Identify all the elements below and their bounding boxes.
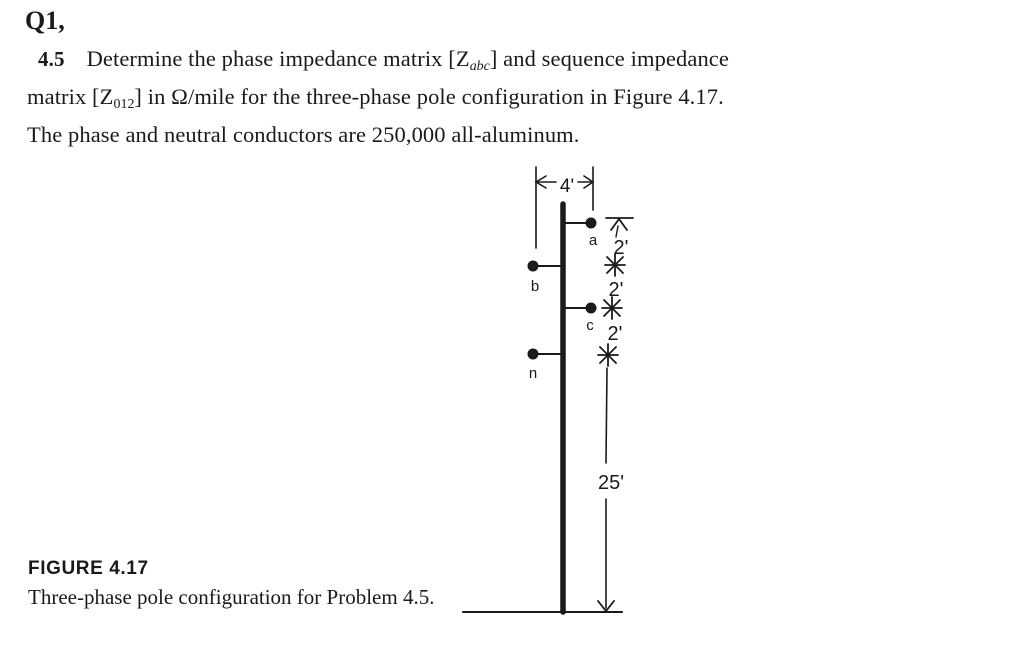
spacing-b-c-label: 2' (608, 279, 624, 301)
question-label: Q1, (25, 6, 65, 35)
top-width-label: 4' (559, 176, 575, 197)
right-dimension (598, 218, 633, 611)
conductor-n-dot (528, 349, 539, 360)
dim-top-up-arrow (611, 219, 627, 230)
conductor-b-label: b (530, 278, 540, 295)
problem-line: 4.5 Determine the phase impedance matrix [Zabc] and sequence impedance (38, 46, 729, 74)
conductor-b (528, 261, 563, 296)
conductor-a (564, 218, 598, 250)
conductor-c-dot (586, 303, 597, 314)
conductor-c (564, 303, 597, 335)
conductor-n (528, 349, 563, 383)
problem-lines (27, 44, 872, 150)
figure-caption-text: Three-phase pole configuration for Problem 4.5. (28, 585, 435, 609)
figure-caption (28, 557, 434, 611)
conductor-a-dot (586, 218, 597, 229)
conductor-n-label: n (528, 365, 538, 382)
pole-figure (455, 160, 660, 628)
dim-star-n (598, 344, 618, 366)
problem-line: matrix [Z012] in Ω/mile for the three-phase pole configuration in Figure 4.17. (27, 83, 724, 112)
height-to-ground-label: 25' (597, 472, 625, 494)
conductor-b-dot (528, 261, 539, 272)
figure-caption-title: FIGURE 4.17 (28, 558, 149, 579)
conductor-a-label: a (588, 232, 598, 249)
problem-line: The phase and neutral conductors are 250,000 all-aluminum. (27, 121, 580, 147)
spacing-a-b-label: 2' (613, 237, 629, 259)
spacing-c-n-label: 2' (607, 323, 623, 345)
conductor-c-label: c (586, 317, 594, 334)
